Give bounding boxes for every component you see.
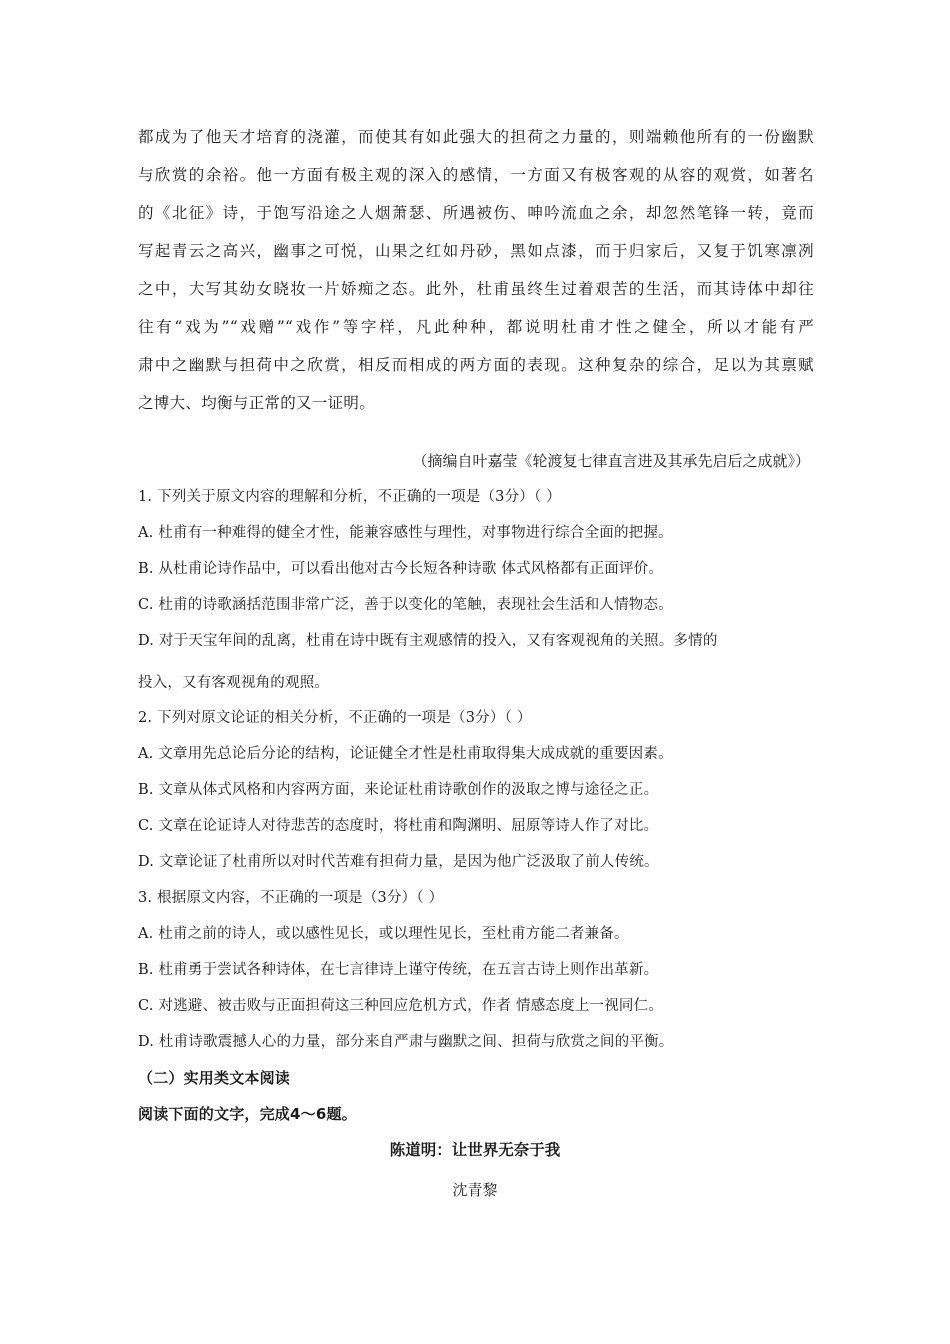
question-2-option-b: B. 文章从体式风格和内容两方面，来论证杜甫诗歌创作的汲取之博与途径之正。 <box>138 782 659 798</box>
passage-line: 往有“戏为”“戏赠”“戏作”等字样，凡此种种，都说明杜甫才性之健全，所以才能有严 <box>138 318 814 336</box>
passage-line: 肃中之幽默与担荷中之欣赏，相反而相成的两方面的表现。这种复杂的综合，足以为其禀赋 <box>138 356 814 374</box>
passage-line: 的《北征》诗，于饱写沿途之人烟萧瑟、所遇被伤、呻吟流血之余，却忽然笔锋一转，竟而 <box>138 204 814 222</box>
question-1-option-d: D. 对于天宝年间的乱离，杜甫在诗中既有主观感情的投入，又有客观视角的关照。多情的 <box>138 633 718 649</box>
question-2-option-a: A. 文章用先总论后分论的结构，论证健全才性是杜甫取得集大成成就的重要因素。 <box>138 746 673 762</box>
question-2-stem: 2. 下列对原文论证的相关分析，不正确的一项是（3分）（ ） <box>138 710 532 726</box>
question-3-stem: 3. 根据原文内容，不正确的一项是（3分）（ ） <box>138 890 444 906</box>
question-2-option-c: C. 文章在论证诗人对待悲苦的态度时，将杜甫和陶渊明、屈原等诗人作了对比。 <box>138 818 659 834</box>
question-1-option-b: B. 从杜甫论诗作品中，可以看出他对古今长短各种诗歌 体式风格都有正面评价。 <box>138 561 664 577</box>
article-title: 陈道明：让世界无奈于我 <box>389 1141 561 1159</box>
passage-line: 写起青云之高兴，幽事之可悦，山果之红如丹砂，黑如点漆，而于归家后，又复于饥寒凛冽 <box>138 242 814 260</box>
question-3-option-c: C. 对逃避、被击败与正面担荷这三种回应危机方式，作者 情感态度上一视同仁。 <box>138 998 664 1014</box>
question-1-option-a: A. 杜甫有一种难得的健全才性，能兼容感性与理性，对事物进行综合全面的把握。 <box>138 525 673 541</box>
question-3-option-b: B. 杜甫勇于尝试各种诗体，在七言律诗上谨守传统，在五言古诗上则作出革新。 <box>138 962 659 978</box>
question-3-option-d: D. 杜甫诗歌震撼人心的力量，部分来自严肃与幽默之间、担荷与欣赏之间的平衡。 <box>138 1034 674 1050</box>
section-heading: （二）实用类文本阅读 <box>138 1069 291 1087</box>
passage-source: （摘编自叶嘉莹《轮渡复七律直言进及其承先启后之成就》） <box>412 452 810 470</box>
question-1-stem: 1. 下列关于原文内容的理解和分析，不正确的一项是（3分）（ ） <box>138 489 561 505</box>
article-author: 沈青黎 <box>452 1181 498 1199</box>
passage-line: 都成为了他天才培育的浇灌，而使其有如此强大的担荷之力量的，则端赖他所有的一份幽默 <box>138 128 814 146</box>
passage-line: 之中，大写其幼女晓妆一片娇痴之态。此外，杜甫虽终生过着艰苦的生活，而其诗体中却往 <box>138 280 814 298</box>
reading-passage <box>138 118 814 422</box>
question-1-option-d-continued: 投入，又有客观视角的观照。 <box>138 675 330 691</box>
question-2-option-d: D. 文章论证了杜甫所以对时代苦难有担荷力量，是因为他广泛汲取了前人传统。 <box>138 854 659 870</box>
question-1-option-c: C. 杜甫的诗歌涵括范围非常广泛，善于以变化的笔触，表现社会生活和人情物态。 <box>138 597 673 613</box>
passage-line: 之博大、均衡与正常的又一证明。 <box>138 394 376 412</box>
section-instruction: 阅读下面的文字，完成4～6题。 <box>138 1105 357 1123</box>
passage-line: 与欣赏的余裕。他一方面有极主观的深入的感情，一方面又有极客观的从容的观赏，如著名 <box>138 166 814 184</box>
question-3-option-a: A. 杜甫之前的诗人，或以感性见长，或以理性见长，至杜甫方能二者兼备。 <box>138 926 629 942</box>
